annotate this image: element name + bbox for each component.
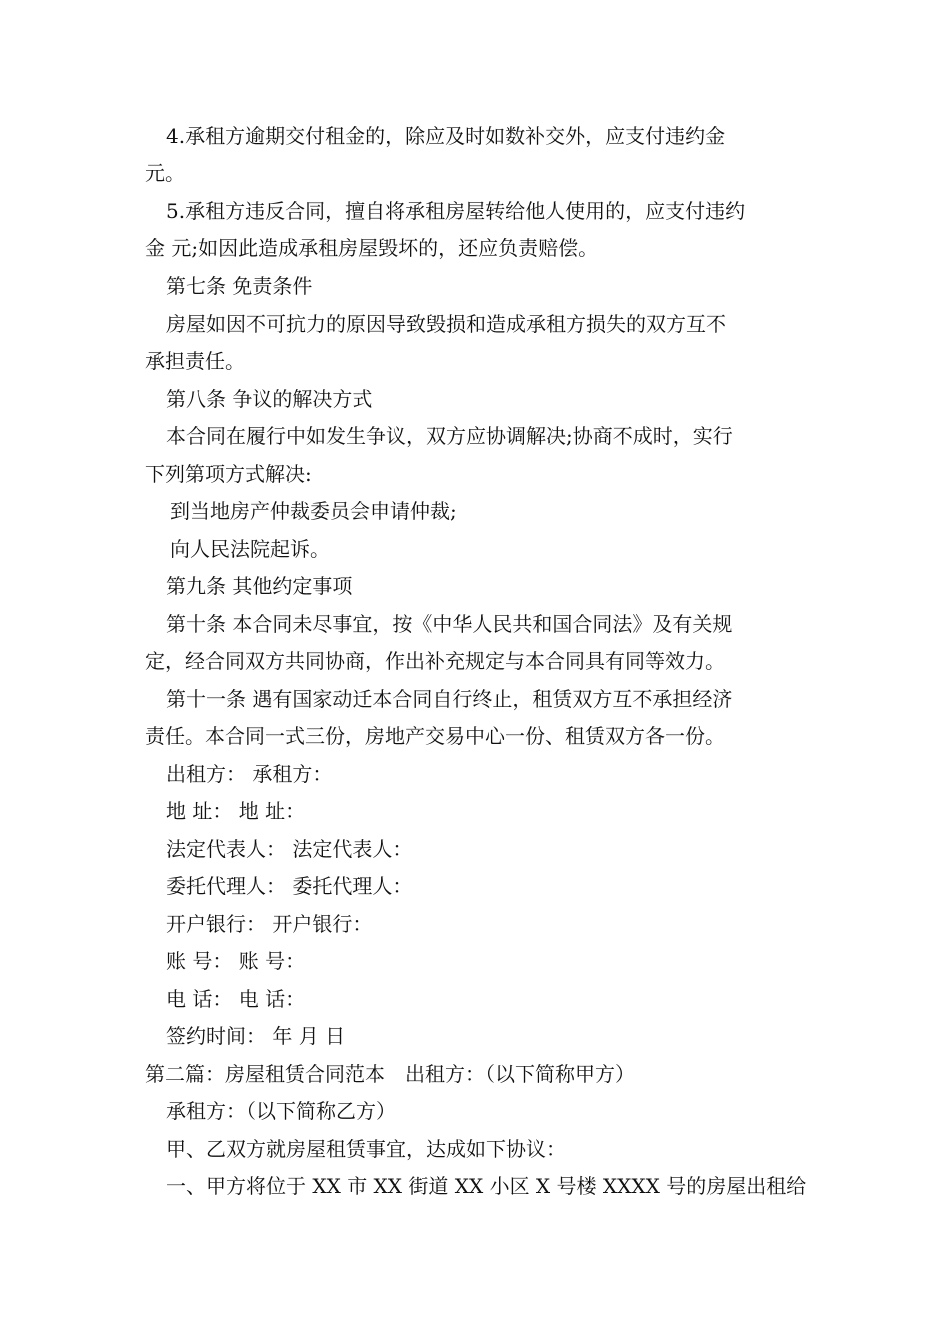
list-item: 向人民法院起诉。 xyxy=(170,537,330,561)
paragraph-line: 第十一条 遇有国家动迁本合同自行终止，租赁双方互不承担经济 xyxy=(166,687,733,711)
paragraph-line: 房屋如因不可抗力的原因导致毁损和造成承租方损失的双方互不 xyxy=(166,312,726,336)
section-heading: 第七条 免责条件 xyxy=(166,274,313,298)
signature-field: 委托代理人： 委托代理人： xyxy=(166,874,413,898)
signature-field: 开户银行： 开户银行： xyxy=(166,912,373,936)
signature-date: 签约时间： 年 月 日 xyxy=(166,1024,346,1048)
chapter-heading: 第二篇：房屋租赁合同范本 出租方：（以下简称甲方） xyxy=(145,1062,635,1086)
signature-field: 地 址： 地 址： xyxy=(166,799,306,823)
paragraph-line: 下列第项方式解决: xyxy=(145,462,312,486)
signature-field: 法定代表人： 法定代表人： xyxy=(166,837,413,861)
signature-field: 电 话： 电 话： xyxy=(166,987,306,1011)
paragraph-line: 金 元;如因此造成承租房屋毁坏的，还应负责赔偿。 xyxy=(145,236,599,260)
paragraph-line: 5.承租方违反合同，擅自将承租房屋转给他人使用的，应支付违约 xyxy=(166,199,746,223)
section-heading: 第八条 争议的解决方式 xyxy=(166,387,373,411)
paragraph-line: 定，经合同双方共同协商，作出补充规定与本合同具有同等效力。 xyxy=(145,649,725,673)
section-heading: 第九条 其他约定事项 xyxy=(166,574,353,598)
signature-field: 出租方： 承租方： xyxy=(166,762,333,786)
paragraph-line: 4.承租方逾期交付租金的，除应及时如数补交外，应支付违约金 xyxy=(166,124,726,148)
signature-field: 账 号： 账 号： xyxy=(166,949,306,973)
list-item: 到当地房产仲裁委员会申请仲裁; xyxy=(170,499,457,523)
paragraph-line: 本合同在履行中如发生争议，双方应协调解决;协商不成时，实行 xyxy=(166,424,733,448)
paragraph-line: 第十条 本合同未尽事宜，按《中华人民共和国合同法》及有关规 xyxy=(166,612,733,636)
paragraph-line: 承租方：（以下简称乙方） xyxy=(166,1099,396,1123)
paragraph-line: 元。 xyxy=(145,161,185,185)
paragraph-line: 承担责任。 xyxy=(145,349,245,373)
paragraph-line: 责任。本合同一式三份，房地产交易中心一份、租赁双方各一份。 xyxy=(145,724,725,748)
paragraph-line: 一、甲方将位于 XX 市 XX 街道 XX 小区 X 号楼 XXXX 号的房屋出租给 xyxy=(166,1174,807,1198)
paragraph-line: 甲、乙双方就房屋租赁事宜，达成如下协议： xyxy=(166,1137,566,1161)
